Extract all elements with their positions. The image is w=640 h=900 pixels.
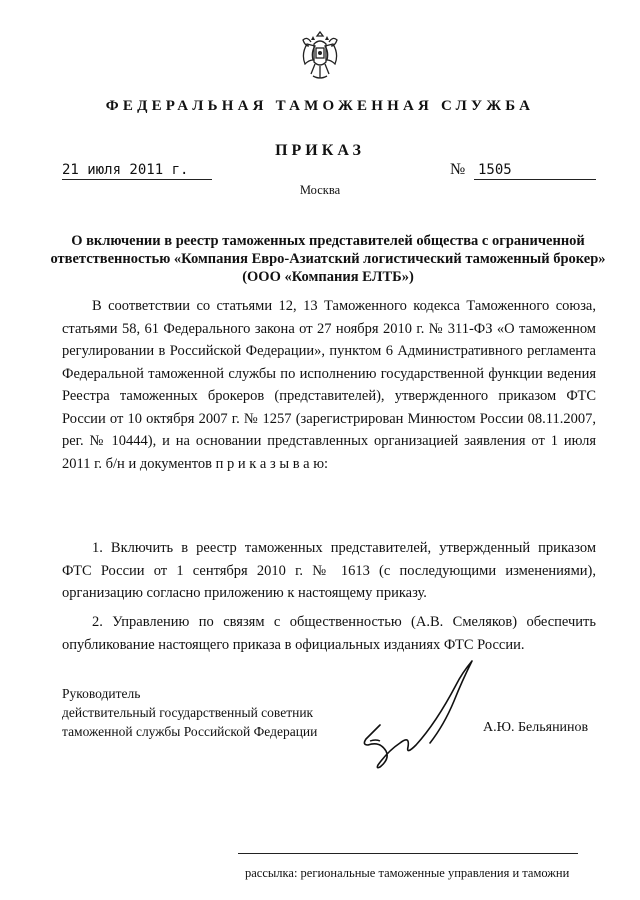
signatory-line-2: действительный государственный советник [62,705,314,720]
order-number-label: № [450,161,466,178]
order-date: 21 июля 2011 г. [62,162,212,180]
signatory-line-3: таможенной службы Российской Федерации [62,724,318,739]
order-word: п р и к а з ы в а ю: [215,455,329,472]
order-number: 1505 [474,162,596,180]
double-headed-eagle-emblem-icon [301,30,339,84]
distribution-list: рассылка: региональные таможенные управления и таможни [245,866,570,880]
document-type: ПРИКАЗ [275,142,365,159]
order-city: Москва [299,183,341,197]
signatory-line-1: Руководитель [62,686,141,701]
order-item-1: 1. Включить в реестр таможенных представителей, утвержденный приказом ФТС России от 1 сентября 2010 г. № 1613 (с последующими изменениями), организацию согласно приложению к настоящему приказу. [62,540,596,601]
agency-name: ФЕДЕРАЛЬНАЯ ТАМОЖЕННАЯ СЛУЖБА [105,98,535,114]
order-title: О включении в реестр таможенных представителей общества с ограниченной ответственностью «Компания Евро-Азиатский логистический таможенный брокер» (ООО «Компания ЕЛТБ») [50,233,606,285]
signatory-title [62,684,317,741]
signatory-name: А.Ю. Бельянинов [483,720,589,735]
distribution-divider [238,853,578,854]
preamble-paragraph [62,295,596,475]
preamble-text: В соответствии со статьями 12, 13 Таможенного кодекса Таможенного союза, статьями 58, 61 Федерального закона от 27 ноября 2010 г. № 311-ФЗ «О таможенном регулировании в Российской Федерации», пунктом 6 Административного регламента Федеральной таможенной службы по исполнению государственной функции ведения Реестра таможенных брокеров (представителей), утвержденного приказом ФТС России от 10 октября 2007 г. № 1257 (зарегистрирован Минюстом России 08.11.2007, рег. № 10444), и на основании представленных организацией заявления от 1 июля 2011 г. б/н и документов [62,298,596,472]
handwritten-signature [340,655,490,775]
order-item-2: 2. Управлению по связям с общественностью (А.В. Смеляков) обеспечить опубликование настоящего приказа в официальных изданиях ФТС России. [62,614,596,653]
